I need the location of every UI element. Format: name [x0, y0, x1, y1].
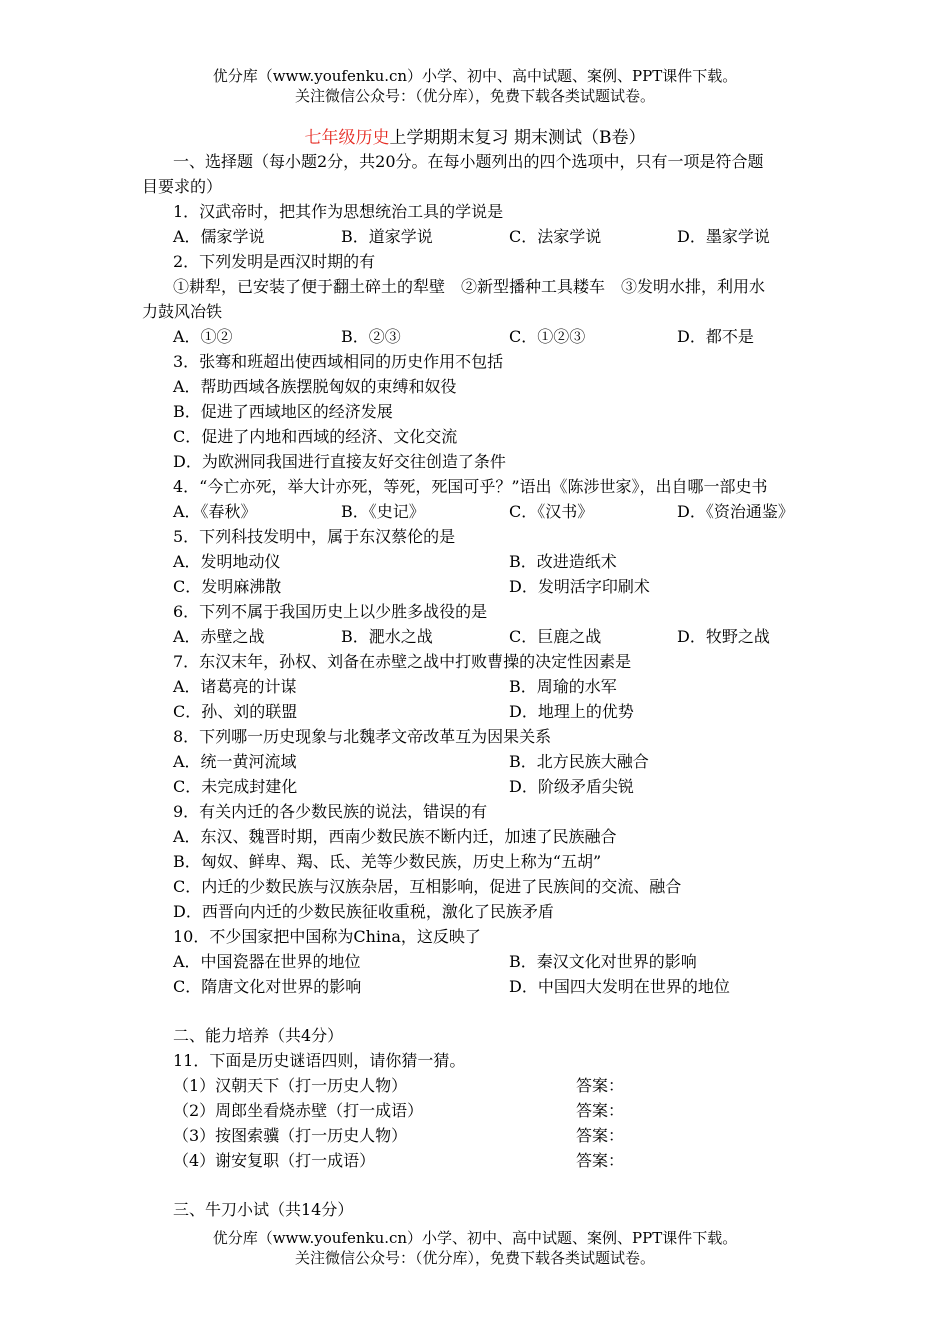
q10-option-d: D．中国四大发明在世界的地位 [509, 977, 730, 996]
q2-statements-cont: 力鼓风冶铁 [142, 302, 223, 321]
q3-option-d: D．为欧洲同我国进行直接友好交往创造了条件 [173, 452, 506, 471]
q8-option-d: D．阶级矛盾尖锐 [509, 777, 634, 796]
page-title [0, 126, 950, 150]
q10-option-a: A．中国瓷器在世界的地位 [173, 952, 361, 971]
q3-option-a: A．帮助西域各族摆脱匈奴的束缚和奴役 [173, 377, 457, 396]
q8-stem: 8．下列哪一历史现象与北魏孝文帝改革互为因果关系 [173, 727, 552, 746]
q6-stem: 6．下列不属于我国历史上以少胜多战役的是 [173, 602, 488, 621]
q4-option-c: C．《汉书》 [509, 502, 594, 521]
title-rest: 上学期期末复习 期末测试（B卷） [389, 128, 646, 148]
q5-option-d: D．发明活字印刷术 [509, 577, 650, 596]
q8-option-b: B．北方民族大融合 [509, 752, 649, 771]
q2-option-c: C．①②③ [509, 327, 586, 346]
q3-stem: 3．张骞和班超出使西域相同的历史作用不包括 [173, 352, 504, 371]
q4-option-d: D．《资治通鉴》 [677, 502, 794, 521]
q9-stem: 9．有关内迁的各少数民族的说法，错误的有 [173, 802, 488, 821]
q5-stem: 5．下列科技发明中，属于东汉蔡伦的是 [173, 527, 456, 546]
q10-option-b: B．秦汉文化对世界的影响 [509, 952, 697, 971]
q3-option-b: B．促进了西域地区的经济发展 [173, 402, 393, 421]
q2-statements: ①耕犁，已安装了便于翻土碎土的犁壁 ②新型播种工具耧车 ③发明水排，利用水 [173, 277, 766, 296]
section3-heading: 三、牛刀小试（共14分） [173, 1200, 354, 1219]
q4-option-b: B．《史记》 [341, 502, 425, 521]
footer-line-1: 优分库（www.youfenku.cn）小学、初中、高中试题、案例、PPT课件下载。 [212, 1229, 738, 1247]
q8-option-c: C．未完成封建化 [173, 777, 298, 796]
q9-option-a: A．东汉、魏晋时期，西南少数民族不断内迁，加速了民族融合 [173, 827, 617, 846]
q4-option-a: A．《春秋》 [173, 502, 257, 521]
riddle-2-answer: 答案： [576, 1101, 625, 1120]
page-footer [0, 1228, 950, 1268]
q6-option-b: B．淝水之战 [341, 627, 433, 646]
q9-option-b: B．匈奴、鲜卑、羯、氐、羌等少数民族，历史上称为“五胡” [173, 852, 602, 871]
q2-option-d: D．都不是 [677, 327, 754, 346]
q2-stem: 2．下列发明是西汉时期的有 [173, 252, 376, 271]
riddle-1: （1）汉朝天下（打一历史人物） [173, 1076, 408, 1095]
riddle-3: （3）按图索骥（打一历史人物） [173, 1126, 408, 1145]
q6-option-c: C．巨鹿之战 [509, 627, 602, 646]
q6-option-d: D．牧野之战 [677, 627, 770, 646]
q1-option-b: B．道家学说 [341, 227, 433, 246]
q3-option-c: C．促进了内地和西域的经济、文化交流 [173, 427, 458, 446]
q5-option-a: A．发明地动仪 [173, 552, 281, 571]
q2-option-a: A．①② [173, 327, 233, 346]
q4-stem: 4．“今亡亦死，举大计亦死，等死，死国可乎？”语出《陈涉世家》，出自哪一部史书 [173, 477, 768, 496]
q1-stem: 1．汉武帝时，把其作为思想统治工具的学说是 [173, 202, 504, 221]
page-header [0, 66, 950, 106]
q7-option-d: D．地理上的优势 [509, 702, 634, 721]
q7-option-b: B．周瑜的水军 [509, 677, 617, 696]
riddle-2: （2）周郎坐看烧赤壁（打一成语） [173, 1101, 424, 1120]
q10-stem: 10．不少国家把中国称为China，这反映了 [173, 927, 481, 946]
q9-option-d: D．西晋向内迁的少数民族征收重税，激化了民族矛盾 [173, 902, 554, 921]
riddle-1-answer: 答案： [576, 1076, 625, 1095]
q1-option-a: A．儒家学说 [173, 227, 265, 246]
q7-option-a: A．诸葛亮的计谋 [173, 677, 297, 696]
q5-option-c: C．发明麻沸散 [173, 577, 282, 596]
q9-option-c: C．内迁的少数民族与汉族杂居，互相影响，促进了民族间的交流、融合 [173, 877, 682, 896]
q7-stem: 7．东汉末年，孙权、刘备在赤壁之战中打败曹操的决定性因素是 [173, 652, 632, 671]
q1-option-d: D．墨家学说 [677, 227, 770, 246]
header-line-2: 关注微信公众号：（优分库），免费下载各类试题试卷。 [294, 87, 655, 105]
riddle-3-answer: 答案： [576, 1126, 625, 1145]
q2-option-b: B．②③ [341, 327, 401, 346]
riddle-4: （4）谢安复职（打一成语） [173, 1151, 376, 1170]
q7-option-c: C．孙、刘的联盟 [173, 702, 298, 721]
footer-line-2: 关注微信公众号：（优分库），免费下载各类试题试卷。 [294, 1249, 655, 1267]
q8-option-a: A．统一黄河流域 [173, 752, 297, 771]
section2-heading: 二、能力培养（共4分） [173, 1026, 344, 1045]
q11-stem: 11．下面是历史谜语四则，请你猜一猜。 [173, 1051, 466, 1070]
riddle-4-answer: 答案： [576, 1151, 625, 1170]
section1-heading-cont: 目要求的） [142, 177, 223, 196]
section1-heading: 一、选择题（每小题2分，共20分。在每小题列出的四个选项中，只有一项是符合题 [173, 152, 764, 171]
q5-option-b: B．改进造纸术 [509, 552, 617, 571]
q10-option-c: C．隋唐文化对世界的影响 [173, 977, 362, 996]
q6-option-a: A．赤壁之战 [173, 627, 265, 646]
q1-option-c: C．法家学说 [509, 227, 602, 246]
title-red-part: 七年级历史 [304, 128, 390, 148]
header-line-1: 优分库（www.youfenku.cn）小学、初中、高中试题、案例、PPT课件下载。 [212, 67, 738, 85]
